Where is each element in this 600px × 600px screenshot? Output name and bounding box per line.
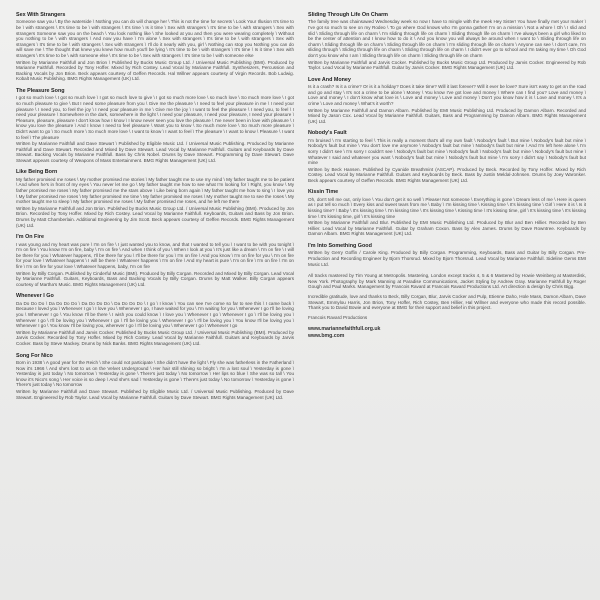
website-links (308, 326, 586, 339)
song-credits: Written by Marianne Faithfull and Dave Stewart \ Published by Eligible Music Ltd. / Universal Music Publishing. Produced by Marianne Faithfull and Dave Stewart. Recorded and Mixed by Dave Stewart. Lead Vocal by Marianne Faithfull. Guitars and Keyboards by Dave Stewart. Backing Vocals by Marianne Faithfull. Bass by Chris Nobel. Drums by Dave Stewart. Programming by Dave Stewart. Dave Stewart appears courtesy of Weapons of Mass Entertainment. BMG Rights Management (UK) Ltd. (16, 141, 294, 163)
song-entry (308, 77, 586, 125)
song-lyrics: I was young and my heart was pure \ I'm on fire \ I just wanted you to know, and that I wanted to tell you \ I want to be with you tonight \ I'm on fire \ You know I'm on fire, baby \ I'm on fire \ And when I think of you \ When I look at you \ It's just like a dream \ I'm on fire \ I will be there for you \ Whatever happens, I'll be there for you \ I'll be there for you \ I'm on fire \ And you know \ I'm on fire for you \ I'm on fire for your love \ Whatever happens \ I will be there \ Whatever happens \ I'm on fire \ And my heart is pure \ I'm on fire \ I'm on fire \ I'm on fire \ I'm on fire for your love \ Whatever happens, baby, I'm on fire (16, 241, 294, 269)
song-entry (16, 234, 294, 287)
song-lyrics: The family tree was chainsawed Wednesday week so now I have to mingle with the meek Hey Sister! You have finally met your maker \ I've got so much to see on my Rodeo \ To go where God knows who I'm gonna gather! I'm on a mission \ Not a whore \ Oh \ I slid and slid \ Sliding through life on charm \ I'm sliding through life on charm \ Sliding through life on charm \ I've always been a girl who liked to be the center of attention and I know how to do it \ And you know you will always be around when I want to \ Sliding through life on charm \ Sliding through life on charm \ Sliding through life on charm \ I'm sliding through life on charm \ Anyone can see \ I don't care, I'm sliding through \ Sliding through life on charm \ Sliding through life on charm \ I didn't ever go to school and I'm taking my time \ Oh God don't you know who I am \ Sliding through life on charm \ Sliding through life on charm (308, 19, 586, 58)
song-credits: Written by Marianne Faithfull and Dave Stewart. Published by Eligible Music Ltd. / Universal Music Publishing. Produced by Dave Stewart. Engineered by Rob Taylor. Lead Vocal by Marianne Faithfull. Guitars by Dave Stewart. BMG Rights Management (UK) Ltd. (16, 388, 294, 400)
song-lyrics: Is it a crash? Is it a crime? Or is it a holiday? Does it take time? Will it last forever? Will it ever be love? Sure isn't easy to get on the road and go and stay \ It's not a crime to be alone \ Money \ You know I've got love and money \ Where can I find you? Love and money \ Love and money \ I don't know what love is \ Love and money \ Love and money \ Don't you know how it is \ Love and money \ It's a crime \ Love and money \ What's it worth? (308, 84, 586, 106)
song-entry (16, 88, 294, 164)
label-website-url: www.bmg.com (308, 332, 345, 339)
closing-notes (308, 273, 586, 320)
song-title: Love And Money (308, 76, 351, 83)
song-entry (308, 243, 586, 267)
song-credits: Written by Beck Hansen. Published by Cyanide Breathmint (ASCAP). Produced by Beck. Recorded by Tony Hoffer. Mixed by Rich Costey. Lead Vocal by Marianne Faithfull. Guitars and Keyboards by Beck. Bass by Justin Meldal-Johnsen. Drums by Joey Waronker. Beck appears courtesy of Geffen Records. BMG Rights Management (UK) Ltd. (308, 166, 586, 183)
thanks-paragraph: Incredible gratitude, love and thanks to Beck, Billy Corgan, Blur, Jarvis Cocker and Pulp, Etienne Daho, Hole Mass, Damon Albarn, Dave Stewart, Emmylou Harris, Jon Brion, Tony Hoffer, Rich Costey, Ben Hillier, Hal Willner and everyone who made this record possible. Thank you to David Bowie and everyone at BMG for their support and belief in this project. (308, 294, 586, 311)
song-title: Song For Nico (16, 352, 53, 359)
song-lyrics: Da Do Do Do \ Da Do Do Do \ Da Do Do Do \ Da Do Do Do \ I go \ I know \ You can see I've come so far to see this \ I came back \ Because I loved you \ Whenever I go \ I love you \ Whenever I go, I have waited for you \ I'm waiting for you \ Whenever I go I'll be loving you \ Whenever I go \ You know I'll be there \ I wish you could know \ I love you \ Whenever I go \ Whenever I go \ I'll be loving you \ Wherever I go \ I'll be loving you \ Whenever I go \ I'll be loving you \ Whenever I go \ I'll be loving you \ You know I'll be loving you \ Whenever I go \ You know I'll be loving you, wherever I go \ I'll be loving you \ Whenever I go \ Whenever I go (16, 300, 294, 329)
artist-website-url: www.mariannefaithfull.org.uk (308, 326, 381, 333)
song-title: Sliding Through Life On Charm (308, 12, 388, 18)
song-title: I'm Into Something Good (308, 243, 372, 250)
song-credits: Written by Marianne Faithfull and Blur. Published by EMI Music Publishing Ltd. Produced by Blur and Ben Hillier. Recorded by Ben Hillier. Lead Vocal by Marianne Faithfull. Guitar by Graham Coxon. Bass by Alex James. Drums by Dave Rowntree. Keyboards by Damon Albarn. BMG Rights Management (UK) Ltd. (308, 220, 586, 237)
song-title: Nobody's Fault (308, 130, 347, 137)
song-entry (16, 353, 294, 401)
song-lyrics: Born in 1938 \ A good year for the Reich \ She could not participate \ She didn't have the light \ Fly she was fatherless in the Fatherland \ Now it's 1966 \ And she's lost to us on the Velvet Underground \ Her hair still shining so bright \ I'm a lost soul \ Yesterday is gone \ Yesterday is just today \ No tomorrow \ Yesterday is gone \ There's just today \ No tomorrow \ Her lips so blue \ She was so tall \ You know it's Nico's song \ Her voice is so deep \ And she's sad \ Yesterday is gone \ There's just today \ No tomorrow \ Yesterday is gone \ There's just today \ No tomorrow (16, 359, 294, 388)
song-entry (308, 12, 586, 71)
song-credits: Written by Marianne Faithfull and Jon Brion \ Published by Bucks Music Group Ltd. / Universal Music Publishing (BMI). Produced by Marianne Faithfull. Recorded by Tony Hoffer. Mixed by Rich Costey. Lead Vocal by Marianne Faithfull. Synthesizers, Percussion and Backing Vocals by Jon Brion. Beck appears courtesy of Geffen Records. Hal Willner appears courtesy of Virgin Records. Bob Ludwig. Kobalt Music Publishing. BMG Rights Management (UK) Ltd. (16, 59, 294, 82)
song-entry (16, 169, 294, 228)
song-lyrics: I got so much love \ I got so much love \ I got so much love to give \ I got so much more love \ so much love \ So much more love \ I got so much pleasure to give \ But I need some pleasure from you \ Give me the pleasure \ I need to feel your pleasure in me \ I need your pleasure \ I need you, to feel the joy \ I need your pleasure in me \ Give me the joy \ I want to feel the pleasure \ I need you, to feel \ I need your pleasure \ Somewhere in the dark, somewhere in the light \ I need your pleasure, I need your pleasure, I need your pleasure \ Pleasure, pleasure, pleasure I don't know how I know \ I know never seen you love the pleasure \ I've never been in love with pleasure \ I know you love the pleasure \ And I know I need to feel pleasure \ Want you to know \ So much more love \ So much more pleasure \ Didn't want to go \ So much more \ So much more love \ I want to know \ I want to feel \ The pleasure \ I want to know \ Pleasure \ I want to feel \ The pleasure (16, 95, 294, 140)
song-title: I'm On Fire (16, 234, 44, 241)
song-title: Whenever I Go (16, 293, 54, 300)
song-lyrics: Oh, don't tell me out, only love \ You don't get it so well \ Please! Not someone \ Everything is gone \ Dream less of me \ Here is queen as I put tell so much \ Every kiss and sweet tears from me \ Baby \ I'm kissing time \ Kissing time \ It's kissing time \ Girl \ Here it is \ Is it kissing time? \ Baby \ It's kissing time \ I'm kissing time \ It's kissing time \ Kissing time \ It's kissing time, girl \ It's kissing time \ It's kissing time \ It's kissing time, girl \ It's kissing time (308, 196, 586, 219)
song-entry (16, 293, 294, 346)
song-lyrics: My father promised me roses \ My mother promised me stories \ My father taught me to use my mind \ My father taught me to be patient \ And when he's in front of my eyes \ You never let me go \ My father taught me how to see what I'm looking for \ Right, you know \ My father promised me roses \ My father promised me the stars above \ Like being born again \ My father taught me how to sing \ I love you \ My father promised me roses \ My father promised me time \ My father promised me roses \ My mother taught me to see the roses \ My mother taught me to sleep \ My father promised me roses \ My father promised me roses, and he left me there (16, 176, 294, 205)
mastering-credits: All tracks mastered by Tim Young at Metropolis. Mastering, London except tracks 4, 5 & 6 Mastered by Howie Weinberg at Masterdisk, New York. Photography by Mark Manning at Paradise Communications, Jacket Styling by Andrew Gray. Marianne Faithfull by Roger Gough and Paul Marks. Management by Francois Ravard at Francois Ravard Productions Ltd. Art direction & design by Chris Bigg. (308, 273, 586, 290)
song-credits: Written by Gerry Goffin / Carole King. Produced by Billy Corgan. Programming, Keyboards, Bass and Guitar by Billy Corgan. Pre-Production and Recording Engineer by Bjorn Thorsrud. Mixed by Bjorn Thorsrud. Lead Vocal by Marianne Faithfull. Sideline Gems EMI Music Ltd. (308, 250, 586, 267)
left-column (16, 12, 294, 592)
production-company: Francois Ravard Productions (308, 314, 368, 320)
song-title: Kissin Time (308, 189, 339, 196)
song-lyrics: I'm bruised \ I'm starting to feel \ This is really a moment that's all my own fault \ Nobody's fault \ But mine \ Nobody's fault but mine \ Nobody's fault but mine \ You don't love me anymore \ Nobody's fault but mine \ Nobody's fault but mine \ And I'm left here alone \ I'm sorry I didn't see \ I'm sorry I couldn't see \ Nobody's fault but mine \ Nobody's fault \ Nobody's fault but mine \ Nobody's fault but mine \ Whatever I said and whatever you want \ Nobody's fault but mine \ Nobody's fault but mine \ I'm sorry I didn't say \ Nobody's fault but mine (308, 137, 586, 166)
song-entry (308, 130, 586, 183)
song-title: The Pleasure Song (16, 87, 65, 94)
song-credits: Written by Marianne Faithfull and Jon Brion. Published by Bucks Music Group Ltd. / Universal Music Publishing (BMI). Produced by Jon Brion. Recorded by Tony Hoffer. Mixed by Rich Costey. Lead Vocal by Marianne Faithfull. Keyboards, Guitars and Bass by Jon Brion. Drums by Matt Chamberlain. Additional Engineering by Jim Scott. Beck appears courtesy of Geffen Records. BMG Rights Management (UK) Ltd. (16, 205, 294, 228)
song-title: Like Being Born (16, 169, 58, 176)
song-lyrics: Someone saw you \ By the waterside \ Nothing you can do will change her \ This is not the time for secrets \ Look Your Illusion It's time to be \ with strangers \ It's time to be \ with strangers \ It's time \ Is it time \ Sex with strangers \ It's time to be \ with strangers \ Sex with strangers Someone saw you on the beach \ You look nothing like \ She looked at you and then you were wearing completely \ Without you nothing to be \ with strangers \ And now you have \ I'm alone \ Sex with strangers \ It's time to be \ with strangers \ Sex with strangers \ It's time to be \ with strangers \ Sex with strangers \ I'll do it nearly with you, girl \ Nothing can stop you Nothing you can do will save me \ The thought that knew you knew how much you'll be lying \ It's time to be \ with strangers \ It's time \ Is it time \ Sex with strangers \ It's time to be \ with someone else \ It's time to be \ Sex with strangers \ It's time to be \ with someone else (16, 19, 294, 58)
song-title: Sex With Strangers (16, 12, 66, 18)
song-entry (308, 189, 586, 237)
song-credits: Written by Marianne Faithfull and Jarvis Cocker. Published by Bucks Music Group Ltd. Produced by Jarvis Cocker. Engineered by Rob Taylor. Lead Vocal by Marianne Faithfull. Guitar by Jarvis Cocker. BMG Rights Management (UK) Ltd. (308, 59, 586, 71)
right-column (308, 12, 586, 592)
song-credits: Written by Marianne Faithfull and Jarvis Cocker. Published by Bucks Music Group Ltd. / Universal Music Publishing (BMI). Produced by Jarvis Cocker. Recorded by Tony Hoffer. Mixed by Rich Costey. Lead Vocal by Marianne Faithfull. Guitars and Keyboards by Jarvis Cocker. Bass by Steve Mackey. Drums by Nick Banks. BMG Rights Management (UK) Ltd. (16, 329, 294, 346)
song-credits: Written by Billy Corgan. Published by Cinderful Music (BMI). Produced by Billy Corgan. Recorded and Mixed by Billy Corgan. Lead Vocal by Marianne Faithfull. Guitars, Keyboards, Bass and Backing Vocals by Billy Corgan. Drums by Matt Walker. Billy Corgan appears courtesy of Martha's Music. BMG Rights Management (UK) Ltd. (16, 270, 294, 287)
song-entry (16, 12, 294, 82)
song-credits: Written by Marianne Faithfull and Damon Albarn. Published by EMI Music Publishing Ltd. Produced by Damon Albarn. Recorded and Mixed by Jason Cox. Lead Vocal by Marianne Faithfull. Guitars, Bass and Programming by Damon Albarn. BMG Rights Management (UK) Ltd. (308, 107, 586, 124)
